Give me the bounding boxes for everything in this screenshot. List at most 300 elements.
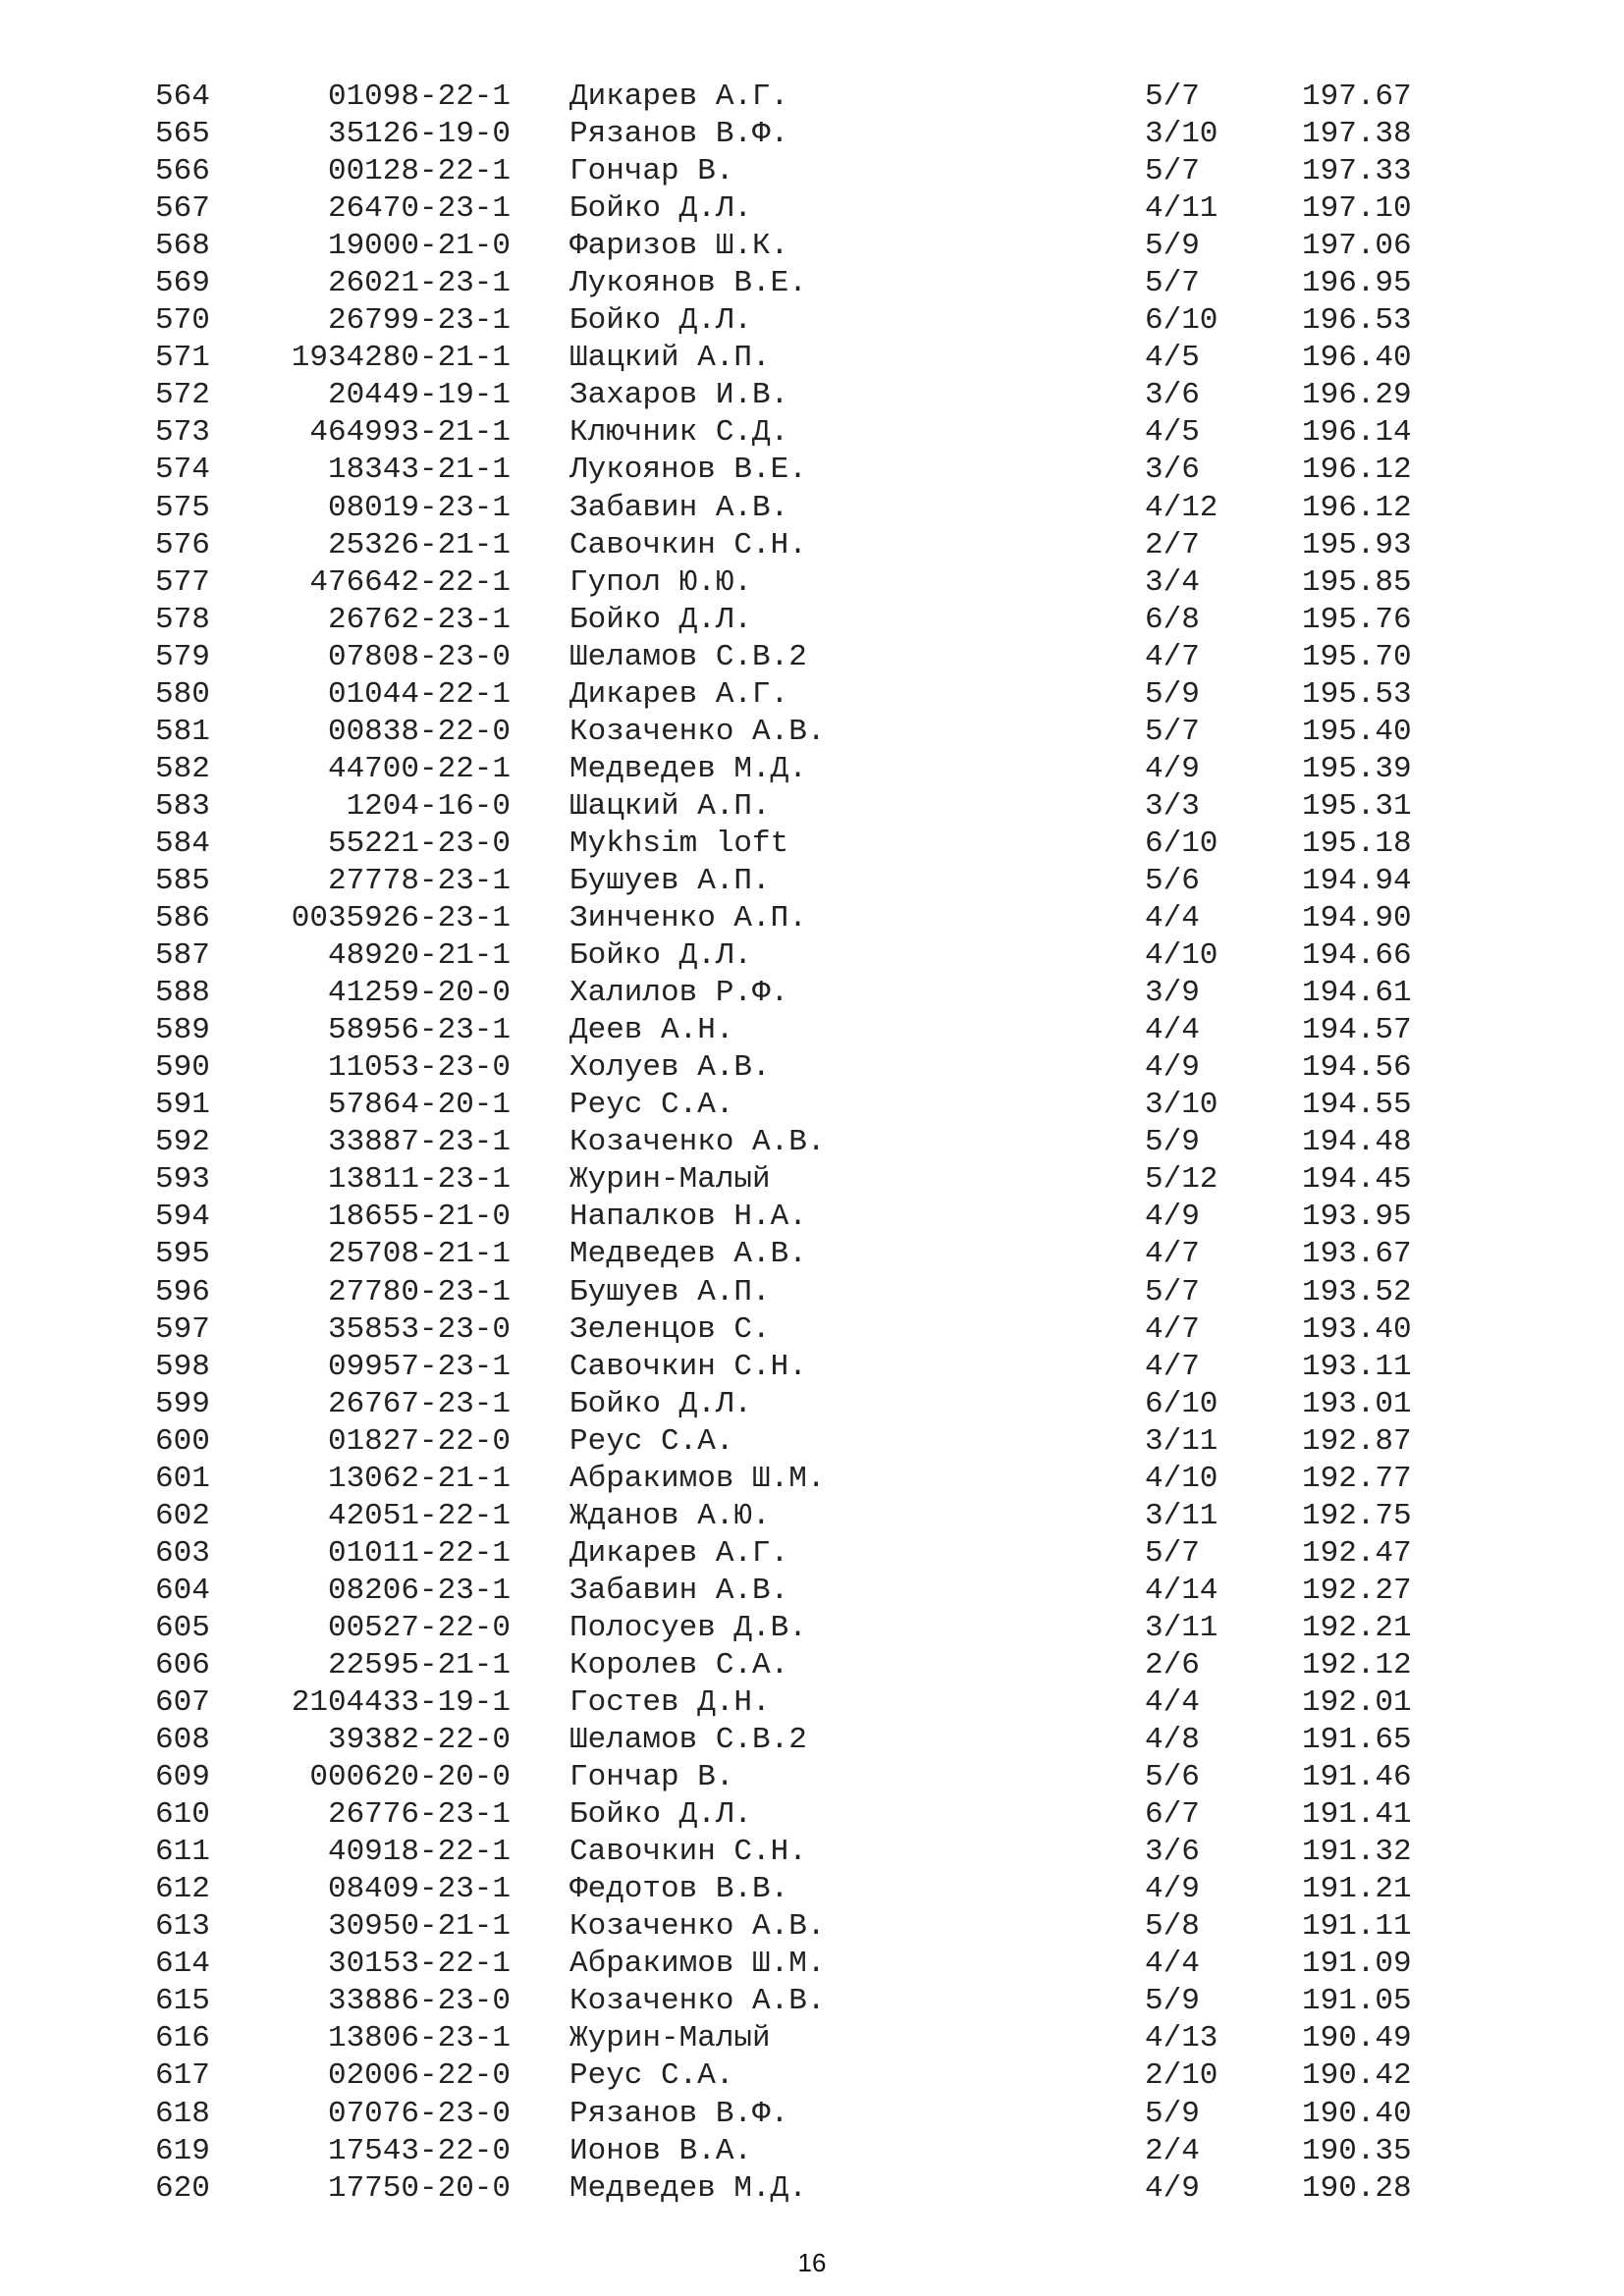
ratio-value: 4/14 — [1145, 1573, 1218, 1608]
row-number: 618 — [155, 2096, 210, 2131]
owner-name: Халилов Р.Ф. — [569, 976, 789, 1011]
entry-code: 13062-21-1 — [327, 1461, 511, 1496]
score-value: 193.95 — [1302, 1200, 1412, 1235]
score-value: 196.95 — [1302, 266, 1412, 301]
owner-name: Ключник С.Д. — [569, 415, 789, 451]
score-value: 194.61 — [1302, 976, 1412, 1011]
ratio-value: 4/10 — [1145, 938, 1218, 974]
table-row — [0, 490, 1624, 527]
table-row — [0, 265, 1624, 302]
table-row — [0, 1274, 1624, 1311]
ratio-value: 5/9 — [1145, 676, 1200, 712]
score-value: 195.40 — [1302, 714, 1412, 749]
row-number: 613 — [155, 1909, 210, 1945]
owner-name: Бушуев А.П. — [569, 863, 771, 898]
owner-name: Жданов А.Ю. — [569, 1498, 771, 1533]
table-row — [0, 1199, 1624, 1236]
score-value: 193.11 — [1302, 1349, 1412, 1384]
page-number: 16 — [797, 2248, 827, 2277]
ratio-value: 3/4 — [1145, 564, 1200, 600]
owner-name: Медведев М.Д. — [569, 751, 807, 786]
entry-code: 1204-16-0 — [346, 788, 511, 824]
table-row — [0, 1124, 1624, 1161]
ratio-value: 4/8 — [1145, 1723, 1200, 1758]
entry-code: 20449-19-1 — [327, 378, 511, 413]
owner-name: Реус С.А. — [569, 2058, 734, 2094]
table-row — [0, 900, 1624, 937]
ratio-value: 5/7 — [1145, 714, 1200, 749]
table-row — [0, 377, 1624, 414]
table-row — [0, 975, 1624, 1012]
ratio-value: 5/8 — [1145, 1909, 1200, 1945]
entry-code: 27780-23-1 — [327, 1274, 511, 1309]
score-value: 194.48 — [1302, 1125, 1412, 1160]
entry-code: 08019-23-1 — [327, 490, 511, 525]
owner-name: Реус С.А. — [569, 1423, 734, 1459]
owner-name: Медведев А.В. — [569, 1237, 807, 1272]
row-number: 619 — [155, 2133, 210, 2168]
entry-code: 01827-22-0 — [327, 1423, 511, 1459]
row-number: 594 — [155, 1200, 210, 1235]
score-value: 194.66 — [1302, 938, 1412, 974]
entry-code: 44700-22-1 — [327, 751, 511, 786]
owner-name: Шацкий А.П. — [569, 788, 771, 824]
entry-code: 08409-23-1 — [327, 1872, 511, 1907]
score-value: 196.12 — [1302, 453, 1412, 488]
row-number: 604 — [155, 1573, 210, 1608]
owner-name: Шеламов С.В.2 — [569, 639, 807, 674]
owner-name: Абракимов Ш.М. — [569, 1461, 826, 1496]
entry-code: 26799-23-1 — [327, 303, 511, 339]
score-value: 194.57 — [1302, 1013, 1412, 1048]
ratio-value: 4/9 — [1145, 1872, 1200, 1907]
owner-name: Деев А.Н. — [569, 1013, 734, 1048]
ratio-value: 5/7 — [1145, 266, 1200, 301]
owner-name: Лукоянов В.Е. — [569, 453, 807, 488]
table-row — [0, 452, 1624, 489]
ratio-value: 3/3 — [1145, 788, 1200, 824]
score-value: 195.93 — [1302, 527, 1412, 562]
ratio-value: 4/7 — [1145, 639, 1200, 674]
score-value: 191.05 — [1302, 1984, 1412, 2019]
table-row — [0, 527, 1624, 564]
owner-name: Савочкин С.Н. — [569, 1835, 807, 1870]
owner-name: Mykhsim loft — [569, 826, 789, 861]
owner-name: Савочкин С.Н. — [569, 1349, 807, 1384]
row-number: 608 — [155, 1723, 210, 1758]
table-row — [0, 1610, 1624, 1647]
row-number: 598 — [155, 1349, 210, 1384]
ratio-value: 5/9 — [1145, 229, 1200, 264]
ratio-value: 5/7 — [1145, 80, 1200, 114]
row-number: 612 — [155, 1872, 210, 1907]
row-number: 579 — [155, 639, 210, 674]
ratio-value: 3/6 — [1145, 378, 1200, 413]
table-row — [0, 2020, 1624, 2057]
table-row — [0, 1349, 1624, 1386]
score-value: 191.21 — [1302, 1872, 1412, 1907]
score-value: 191.46 — [1302, 1760, 1412, 1795]
entry-code: 41259-20-0 — [327, 976, 511, 1011]
ratio-value: 6/10 — [1145, 1386, 1218, 1421]
score-value: 197.67 — [1302, 80, 1412, 114]
ratio-value: 3/6 — [1145, 1835, 1200, 1870]
table-row — [0, 1498, 1624, 1535]
row-number: 576 — [155, 527, 210, 562]
table-row — [0, 1796, 1624, 1834]
table-row — [0, 116, 1624, 153]
table-row — [0, 1461, 1624, 1498]
table-row — [0, 1386, 1624, 1423]
score-value: 191.65 — [1302, 1723, 1412, 1758]
score-value: 192.21 — [1302, 1610, 1412, 1645]
entry-code: 39382-22-0 — [327, 1723, 511, 1758]
ratio-value: 5/7 — [1145, 1535, 1200, 1571]
score-value: 191.11 — [1302, 1909, 1412, 1945]
owner-name: Бойко Д.Л. — [569, 1386, 753, 1421]
owner-name: Холуев А.В. — [569, 1050, 771, 1086]
entry-code: 11053-23-0 — [327, 1050, 511, 1086]
score-value: 191.41 — [1302, 1797, 1412, 1833]
entry-code: 13811-23-1 — [327, 1162, 511, 1198]
entry-code: 35853-23-0 — [327, 1311, 511, 1347]
ratio-value: 3/11 — [1145, 1423, 1218, 1459]
table-row — [0, 79, 1624, 116]
table-row — [0, 1946, 1624, 1983]
owner-name: Королев С.А. — [569, 1647, 789, 1682]
table-row — [0, 1049, 1624, 1087]
ratio-value: 4/13 — [1145, 2021, 1218, 2056]
ratio-value: 3/10 — [1145, 1088, 1218, 1123]
entry-code: 08206-23-1 — [327, 1573, 511, 1608]
entry-code: 476642-22-1 — [309, 564, 511, 600]
owner-name: Гончар В. — [569, 1760, 734, 1795]
table-row — [0, 190, 1624, 228]
table-row — [0, 826, 1624, 863]
table-row — [0, 2170, 1624, 2208]
row-number: 599 — [155, 1386, 210, 1421]
row-number: 616 — [155, 2021, 210, 2056]
row-number: 610 — [155, 1797, 210, 1833]
score-value: 196.29 — [1302, 378, 1412, 413]
row-number: 578 — [155, 602, 210, 637]
owner-name: Реус С.А. — [569, 1088, 734, 1123]
ratio-value: 2/6 — [1145, 1647, 1200, 1682]
score-value: 195.18 — [1302, 826, 1412, 861]
ratio-value: 3/11 — [1145, 1498, 1218, 1533]
score-value: 197.38 — [1302, 117, 1412, 152]
row-number: 606 — [155, 1647, 210, 1682]
entry-code: 35126-19-0 — [327, 117, 511, 152]
entry-code: 33887-23-1 — [327, 1125, 511, 1160]
row-number: 589 — [155, 1013, 210, 1048]
owner-name: Гупол Ю.Ю. — [569, 564, 753, 600]
owner-name: Савочкин С.Н. — [569, 527, 807, 562]
entry-code: 13806-23-1 — [327, 2021, 511, 2056]
owner-name: Бойко Д.Л. — [569, 303, 753, 339]
table-row — [0, 302, 1624, 340]
table-row — [0, 1759, 1624, 1796]
table-row — [0, 676, 1624, 714]
owner-name: Журин-Малый — [569, 2021, 771, 2056]
ratio-value: 2/10 — [1145, 2058, 1218, 2094]
table-row — [0, 1087, 1624, 1124]
entry-code: 26762-23-1 — [327, 602, 511, 637]
ratio-value: 5/6 — [1145, 863, 1200, 898]
entry-code: 26767-23-1 — [327, 1386, 511, 1421]
owner-name: Дикарев А.Г. — [569, 1535, 789, 1571]
score-value: 192.12 — [1302, 1647, 1412, 1682]
ratio-value: 6/10 — [1145, 826, 1218, 861]
row-number: 615 — [155, 1984, 210, 2019]
owner-name: Дикарев А.Г. — [569, 80, 789, 114]
table-row — [0, 1647, 1624, 1684]
entry-code: 40918-22-1 — [327, 1835, 511, 1870]
entry-code: 26021-23-1 — [327, 266, 511, 301]
table-row — [0, 937, 1624, 975]
entry-code: 0035926-23-1 — [291, 901, 511, 936]
owner-name: Забавин А.В. — [569, 490, 789, 525]
row-number: 583 — [155, 788, 210, 824]
ratio-value: 6/7 — [1145, 1797, 1200, 1833]
ratio-value: 4/7 — [1145, 1311, 1200, 1347]
score-value: 193.40 — [1302, 1311, 1412, 1347]
table-row — [0, 1834, 1624, 1871]
score-value: 190.42 — [1302, 2058, 1412, 2094]
score-value: 196.40 — [1302, 341, 1412, 376]
row-number: 574 — [155, 453, 210, 488]
score-value: 195.31 — [1302, 788, 1412, 824]
owner-name: Полосуев Д.В. — [569, 1610, 807, 1645]
ratio-value: 6/10 — [1145, 303, 1218, 339]
ratio-value: 4/9 — [1145, 1200, 1200, 1235]
row-number: 586 — [155, 901, 210, 936]
ratio-value: 2/4 — [1145, 2133, 1200, 2168]
ratio-value: 5/7 — [1145, 1274, 1200, 1309]
ratio-value: 4/10 — [1145, 1461, 1218, 1496]
row-number: 564 — [155, 80, 210, 114]
owner-name: Зинченко А.П. — [569, 901, 807, 936]
table-row — [0, 340, 1624, 377]
row-number: 585 — [155, 863, 210, 898]
table-row — [0, 1161, 1624, 1199]
entry-code: 25326-21-1 — [327, 527, 511, 562]
owner-name: Бойко Д.Л. — [569, 1797, 753, 1833]
entry-code: 19000-21-0 — [327, 229, 511, 264]
score-value: 195.85 — [1302, 564, 1412, 600]
ratio-value: 4/4 — [1145, 1013, 1200, 1048]
owner-name: Федотов В.В. — [569, 1872, 789, 1907]
owner-name: Бойко Д.Л. — [569, 191, 753, 227]
score-value: 194.45 — [1302, 1162, 1412, 1198]
entry-code: 07076-23-0 — [327, 2096, 511, 2131]
table-row — [0, 1983, 1624, 2020]
score-value: 192.87 — [1302, 1423, 1412, 1459]
owner-name: Напалков Н.А. — [569, 1200, 807, 1235]
score-value: 196.12 — [1302, 490, 1412, 525]
row-number: 565 — [155, 117, 210, 152]
row-number: 580 — [155, 676, 210, 712]
ratio-value: 5/9 — [1145, 1984, 1200, 2019]
row-number: 582 — [155, 751, 210, 786]
entry-code: 00838-22-0 — [327, 714, 511, 749]
owner-name: Бушуев А.П. — [569, 1274, 771, 1309]
table-row — [0, 1908, 1624, 1946]
ratio-value: 4/7 — [1145, 1349, 1200, 1384]
table-row — [0, 2096, 1624, 2133]
row-number: 572 — [155, 378, 210, 413]
score-value: 192.77 — [1302, 1461, 1412, 1496]
owner-name: Шеламов С.В.2 — [569, 1723, 807, 1758]
owner-name: Козаченко А.В. — [569, 1984, 826, 2019]
entry-code: 18655-21-0 — [327, 1200, 511, 1235]
owner-name: Журин-Малый — [569, 1162, 771, 1198]
entry-code: 09957-23-1 — [327, 1349, 511, 1384]
row-number: 568 — [155, 229, 210, 264]
entry-code: 58956-23-1 — [327, 1013, 511, 1048]
table-row — [0, 1423, 1624, 1461]
entry-code: 17543-22-0 — [327, 2133, 511, 2168]
table-row — [0, 639, 1624, 676]
owner-name: Ионов В.А. — [569, 2133, 753, 2168]
score-value: 190.35 — [1302, 2133, 1412, 2168]
table-row — [0, 863, 1624, 900]
table-row — [0, 2133, 1624, 2170]
table-row — [0, 1573, 1624, 1610]
score-value: 194.56 — [1302, 1050, 1412, 1086]
ratio-value: 4/4 — [1145, 1947, 1200, 1982]
ratio-value: 5/9 — [1145, 2096, 1200, 2131]
score-value: 194.90 — [1302, 901, 1412, 936]
owner-name: Гончар В. — [569, 154, 734, 189]
row-number: 601 — [155, 1461, 210, 1496]
entry-code: 000620-20-0 — [309, 1760, 511, 1795]
ratio-value: 4/4 — [1145, 901, 1200, 936]
row-number: 584 — [155, 826, 210, 861]
entry-code: 33886-23-0 — [327, 1984, 511, 2019]
ratio-value: 4/5 — [1145, 415, 1200, 451]
score-value: 193.52 — [1302, 1274, 1412, 1309]
entry-code: 42051-22-1 — [327, 1498, 511, 1533]
row-number: 567 — [155, 191, 210, 227]
score-value: 192.47 — [1302, 1535, 1412, 1571]
owner-name: Забавин А.В. — [569, 1573, 789, 1608]
row-number: 596 — [155, 1274, 210, 1309]
row-number: 569 — [155, 266, 210, 301]
table-row — [0, 1535, 1624, 1573]
row-number: 575 — [155, 490, 210, 525]
row-number: 587 — [155, 938, 210, 974]
score-value: 191.09 — [1302, 1947, 1412, 1982]
ratio-value: 4/4 — [1145, 1685, 1200, 1721]
ratio-value: 5/6 — [1145, 1760, 1200, 1795]
entry-code: 26470-23-1 — [327, 191, 511, 227]
row-number: 595 — [155, 1237, 210, 1272]
owner-name: Абракимов Ш.М. — [569, 1947, 826, 1982]
ratio-value: 6/8 — [1145, 602, 1200, 637]
ratio-value: 5/9 — [1145, 1125, 1200, 1160]
score-value: 192.75 — [1302, 1498, 1412, 1533]
row-number: 614 — [155, 1947, 210, 1982]
row-number: 603 — [155, 1535, 210, 1571]
owner-name: Лукоянов В.Е. — [569, 266, 807, 301]
owner-name: Козаченко А.В. — [569, 1909, 826, 1945]
row-number: 602 — [155, 1498, 210, 1533]
score-value: 190.49 — [1302, 2021, 1412, 2056]
score-value: 194.55 — [1302, 1088, 1412, 1123]
score-value: 190.40 — [1302, 2096, 1412, 2131]
ratio-value: 4/9 — [1145, 1050, 1200, 1086]
owner-name: Козаченко А.В. — [569, 1125, 826, 1160]
entry-code: 00527-22-0 — [327, 1610, 511, 1645]
entry-code: 1934280-21-1 — [291, 341, 511, 376]
row-number: 591 — [155, 1088, 210, 1123]
row-number: 590 — [155, 1050, 210, 1086]
score-value: 193.67 — [1302, 1237, 1412, 1272]
table-row — [0, 714, 1624, 751]
score-value: 193.01 — [1302, 1386, 1412, 1421]
row-number: 605 — [155, 1610, 210, 1645]
owner-name: Медведев М.Д. — [569, 2170, 807, 2206]
entry-code: 07808-23-0 — [327, 639, 511, 674]
table-row — [0, 414, 1624, 452]
owner-name: Бойко Д.Л. — [569, 602, 753, 637]
row-number: 571 — [155, 341, 210, 376]
owner-name: Дикарев А.Г. — [569, 676, 789, 712]
row-number: 588 — [155, 976, 210, 1011]
owner-name: Фаризов Ш.К. — [569, 229, 789, 264]
ratio-value: 3/11 — [1145, 1610, 1218, 1645]
row-number: 593 — [155, 1162, 210, 1198]
table-row — [0, 788, 1624, 826]
score-value: 192.27 — [1302, 1573, 1412, 1608]
ratio-value: 5/12 — [1145, 1162, 1218, 1198]
table-row — [0, 1236, 1624, 1273]
score-value: 195.70 — [1302, 639, 1412, 674]
ratio-value: 3/10 — [1145, 117, 1218, 152]
row-number: 573 — [155, 415, 210, 451]
entry-code: 30950-21-1 — [327, 1909, 511, 1945]
entry-code: 01011-22-1 — [327, 1535, 511, 1571]
ratio-value: 3/6 — [1145, 453, 1200, 488]
ratio-value: 4/5 — [1145, 341, 1200, 376]
owner-name: Рязанов В.Ф. — [569, 2096, 789, 2131]
score-value: 191.32 — [1302, 1835, 1412, 1870]
owner-name: Захаров И.В. — [569, 378, 789, 413]
entry-code: 26776-23-1 — [327, 1797, 511, 1833]
row-number: 611 — [155, 1835, 210, 1870]
table-row — [0, 1311, 1624, 1349]
owner-name: Козаченко А.В. — [569, 714, 826, 749]
row-number: 609 — [155, 1760, 210, 1795]
row-number: 620 — [155, 2170, 210, 2206]
entry-code: 18343-21-1 — [327, 453, 511, 488]
table-row — [0, 153, 1624, 190]
entry-code: 01098-22-1 — [327, 80, 511, 114]
score-value: 197.10 — [1302, 191, 1412, 227]
score-value: 197.33 — [1302, 154, 1412, 189]
ratio-value: 4/12 — [1145, 490, 1218, 525]
owner-name: Шацкий А.П. — [569, 341, 771, 376]
ratio-value: 4/9 — [1145, 2170, 1200, 2206]
score-value: 192.01 — [1302, 1685, 1412, 1721]
entry-code: 01044-22-1 — [327, 676, 511, 712]
table-row — [0, 2057, 1624, 2095]
score-value: 196.53 — [1302, 303, 1412, 339]
entry-code: 48920-21-1 — [327, 938, 511, 974]
entry-code: 22595-21-1 — [327, 1647, 511, 1682]
table-row — [0, 1012, 1624, 1049]
